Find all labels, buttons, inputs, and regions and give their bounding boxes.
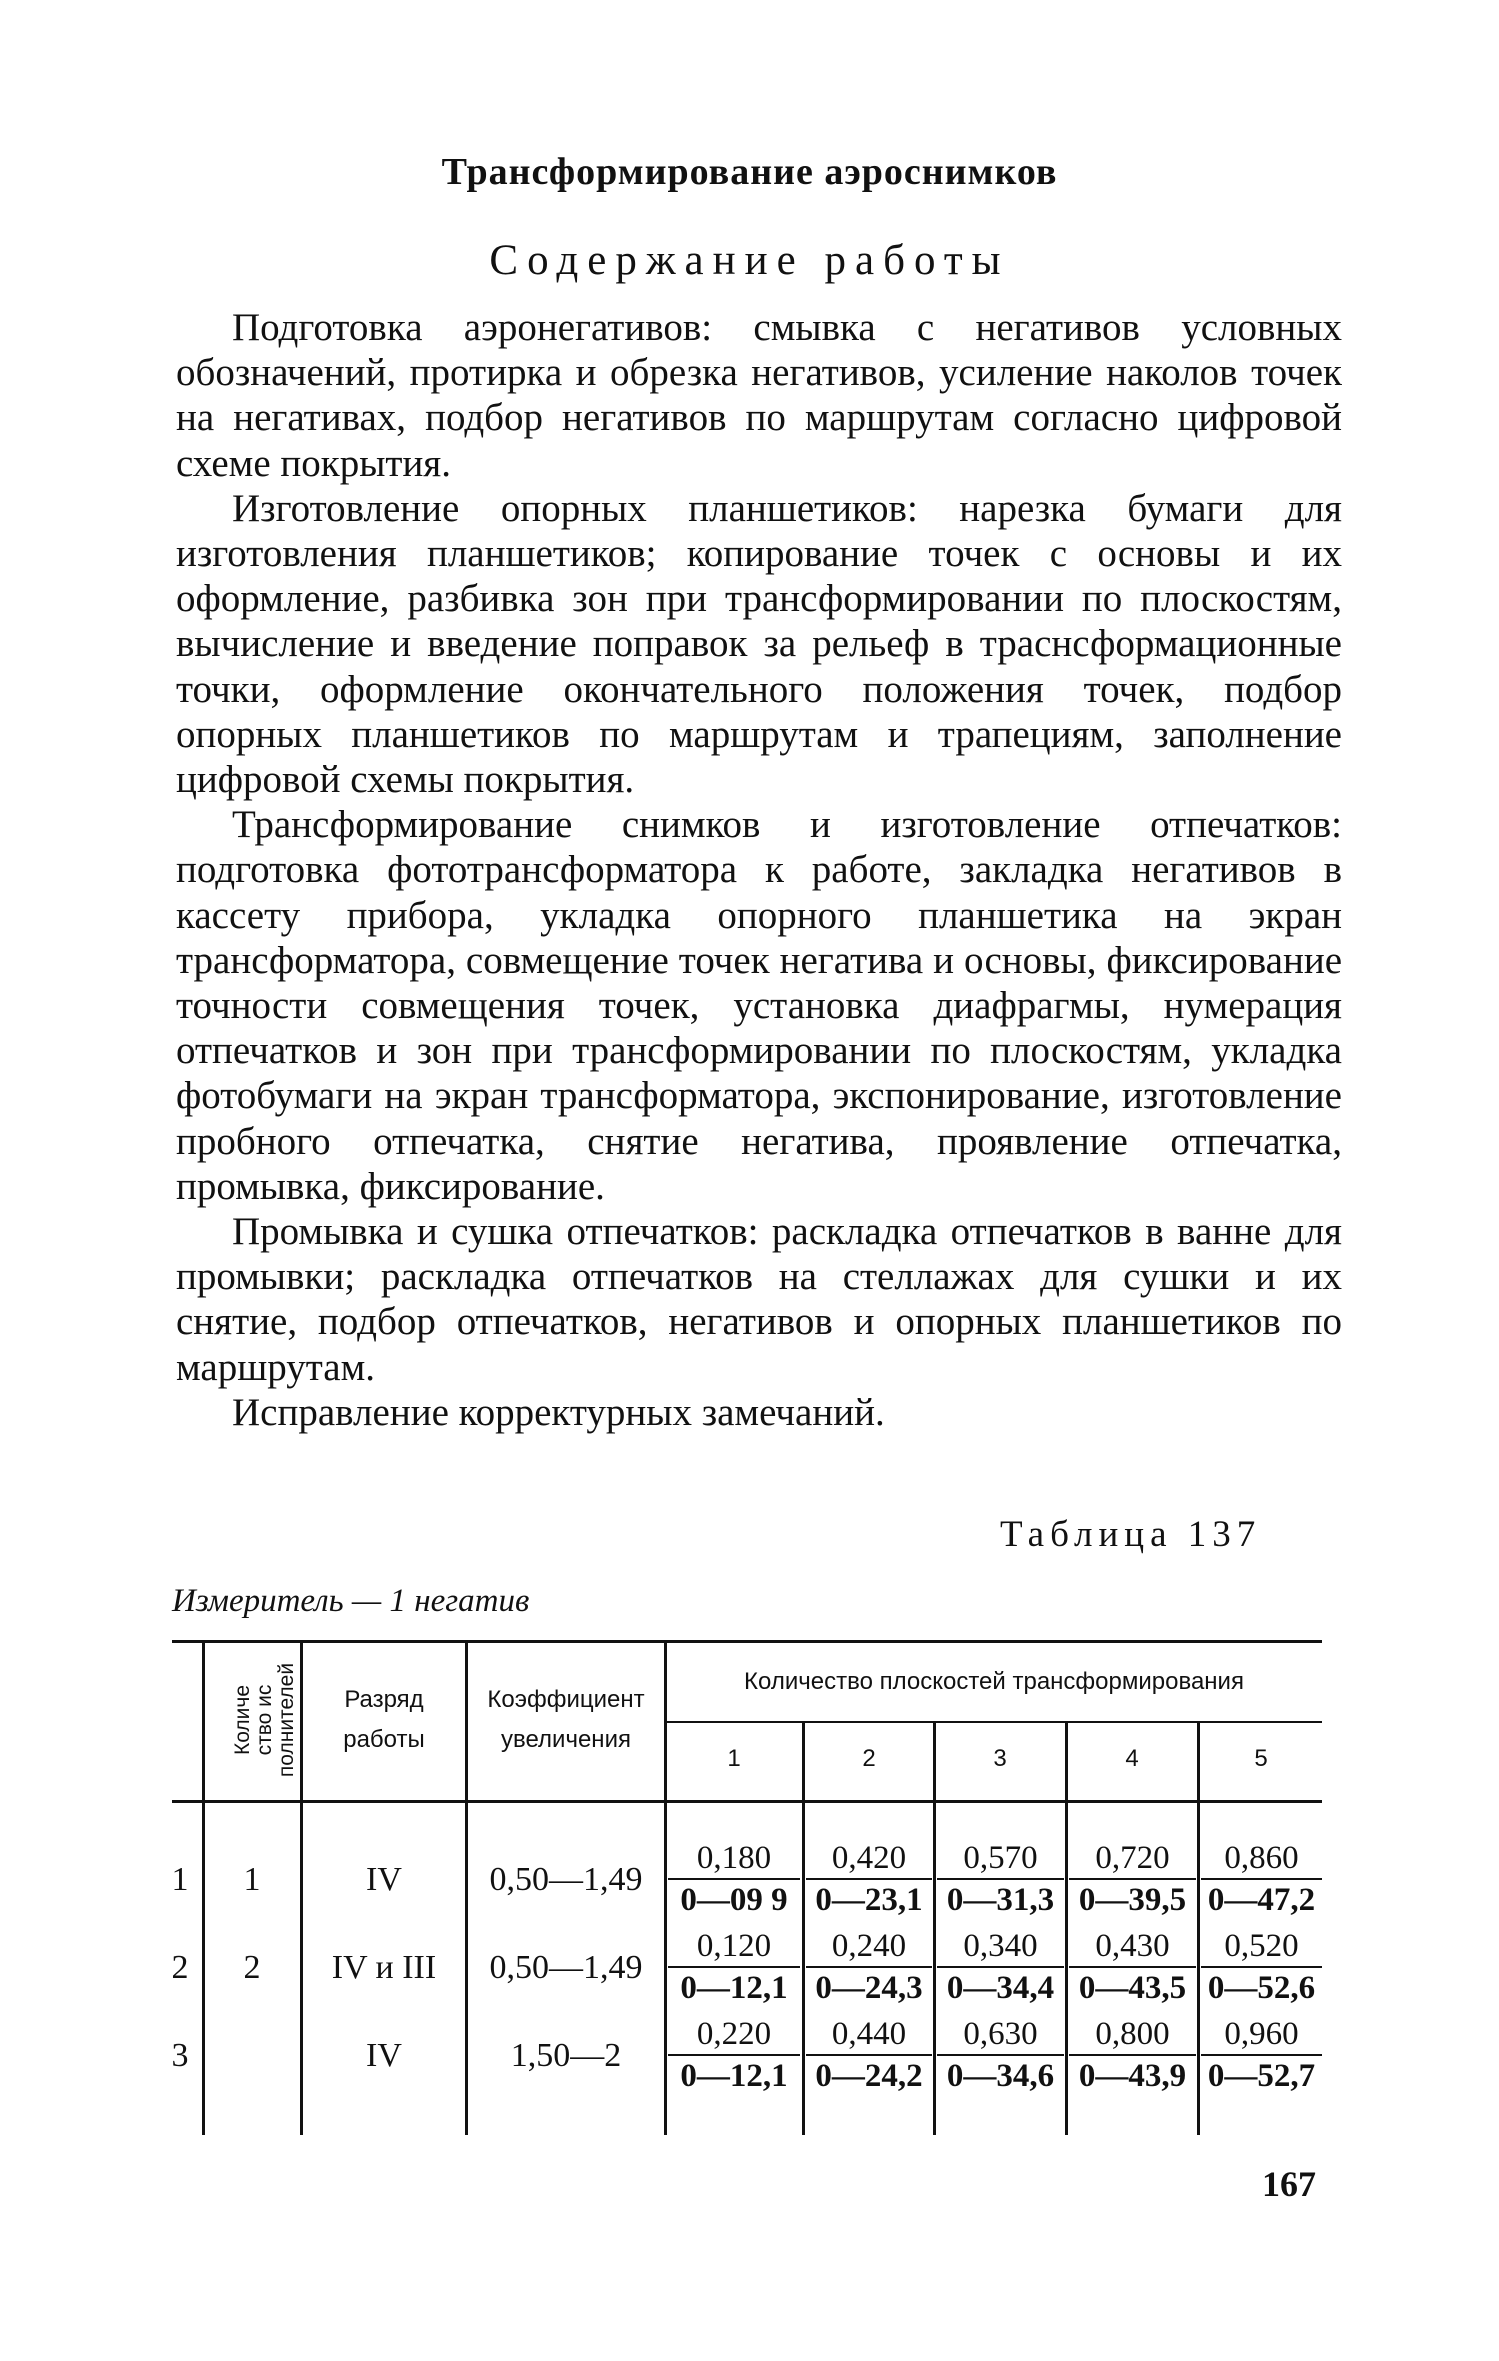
rate-range: 0—34,6 — [946, 2058, 1055, 2094]
work-grade: IV и III — [331, 1949, 437, 1986]
norm-value — [806, 1926, 932, 2008]
executors-count: 1 — [243, 1861, 261, 1898]
header-text: Количе — [231, 1684, 254, 1756]
magnification-coefficient: 0,50—1,49 — [489, 1861, 643, 1898]
header-text: Коэффициент — [487, 1686, 645, 1713]
header-text: полнителей — [275, 1662, 298, 1778]
rate-range: 0—39,5 — [1078, 1882, 1187, 1918]
plane-number: 5 — [1254, 1745, 1268, 1772]
norm-value — [806, 1838, 932, 1920]
rate-range: 0—09 9 — [680, 1882, 788, 1918]
norm-value — [1201, 2014, 1322, 2096]
rate-range: 0—23,1 — [815, 1882, 923, 1918]
rate-range: 0—52,7 — [1207, 2058, 1316, 2094]
time-norm: 0,520 — [1201, 1926, 1322, 1968]
norm-value — [1201, 1838, 1322, 1920]
plane-number: 4 — [1125, 1745, 1139, 1772]
header-coefficient — [466, 1680, 666, 1760]
plane-number: 3 — [993, 1745, 1007, 1772]
magnification-coefficient: 0,50—1,49 — [489, 1949, 643, 1986]
norm-value — [937, 2014, 1064, 2096]
time-norm: 0,630 — [937, 2014, 1064, 2056]
time-norm: 0,120 — [668, 1926, 800, 1968]
time-norm: 0,420 — [806, 1838, 932, 1880]
time-norm: 0,430 — [1069, 1926, 1196, 1968]
norm-value — [1201, 1926, 1322, 2008]
paragraph: Подготовка аэронегативов: смывка с негативов условных обозначений, протирка и обрезка негативов, усиление наколов точек на негативах, подбор негативов по маршрутам согласно цифровой схеме покрытия. — [176, 306, 1342, 485]
norm-value — [668, 1838, 800, 1920]
norm-value — [806, 2014, 932, 2096]
header-text: Разряд — [344, 1686, 424, 1713]
rate-range: 0—43,9 — [1078, 2058, 1187, 2094]
norm-value — [937, 1926, 1064, 2008]
paragraph: Изготовление опорных планшетиков: нарезка бумаги для изготовления планшетиков; копирование точек с основы и их оформление, разбивка зон при трансформировании по плоскостям, вычисление и введение поправок за рельеф в траснсформационные точки, оформление окончательного положения точек, подбор опорных планшетиков по маршрутам и трапециям, заполнение цифровой схемы покрытия. — [176, 486, 1342, 802]
header-grade — [303, 1680, 465, 1760]
table-col-rule — [1065, 1721, 1068, 2135]
time-norm: 0,800 — [1069, 2014, 1196, 2056]
row-number: 2 — [171, 1949, 189, 1986]
rate-range: 0—12,1 — [680, 1970, 788, 2006]
table-col-rule — [933, 1721, 936, 2135]
norm-value — [1069, 2014, 1196, 2096]
rate-range: 0—31,3 — [946, 1882, 1055, 1918]
table-top-rule — [172, 1640, 1322, 1643]
plane-number: 1 — [727, 1745, 741, 1772]
plane-number: 2 — [862, 1745, 876, 1772]
header-text: работы — [343, 1726, 425, 1753]
rate-range: 0—43,5 — [1078, 1970, 1187, 2006]
norm-value — [668, 1926, 800, 2008]
work-grade: IV — [366, 1861, 402, 1898]
table-col-rule — [1197, 1721, 1200, 2135]
table-caption: Таблица 137 — [1000, 1514, 1262, 1555]
rate-range: 0—52,6 — [1207, 1970, 1316, 2006]
work-grade: IV — [366, 2037, 402, 2074]
time-norm: 0,570 — [937, 1838, 1064, 1880]
row-number: 3 — [171, 2037, 189, 2074]
paragraph: Промывка и сушка отпечатков: раскладка отпечатков в ванне для промывки; раскладка отпечатков на стеллажах для сушки и их снятие, подбор отпечатков, негативов и опорных планшетиков по маршрутам. — [176, 1210, 1342, 1389]
time-norm: 0,960 — [1201, 2014, 1322, 2056]
magnification-coefficient: 1,50—2 — [510, 2037, 622, 2074]
table-col-rule — [802, 1721, 805, 2135]
time-norm: 0,860 — [1201, 1838, 1322, 1880]
paragraph: Исправление корректурных замечаний. — [232, 1390, 885, 1434]
section-title: Трансформирование аэроснимков — [441, 151, 1058, 193]
time-norm: 0,240 — [806, 1926, 932, 1968]
header-planes: Количество плоскостей трансформирования — [744, 1668, 1244, 1695]
time-norm: 0,720 — [1069, 1838, 1196, 1880]
table-measure-unit: Измеритель — 1 негатив — [172, 1583, 530, 1619]
header-bottom-rule — [172, 1800, 1322, 1803]
rate-range: 0—24,2 — [815, 2058, 923, 2094]
row-number: 1 — [171, 1861, 189, 1898]
rate-range: 0—24,3 — [815, 1970, 923, 2006]
header-text: ство ис — [253, 1684, 276, 1756]
executors-count: 2 — [243, 1949, 261, 1986]
norm-value — [937, 1838, 1064, 1920]
norm-value — [1069, 1926, 1196, 2008]
norm-value — [668, 2014, 800, 2096]
header-text: увеличения — [501, 1726, 631, 1753]
time-norm: 0,220 — [668, 2014, 800, 2056]
page-number: 167 — [1262, 2164, 1316, 2204]
time-norm: 0,180 — [668, 1838, 800, 1880]
norm-value — [1069, 1838, 1196, 1920]
paragraph: Трансформирование снимков и изготовление отпечатков: подготовка фототрансформатора к работе, закладка негативов в кассету прибора, укладка опорного планшетика на экран трансформатора, совмещение точек негатива и основы, фиксирование точности совмещения точек, установка диафрагмы, нумерация отпечатков и зон при трансформировании по плоскостям, укладка фотобумаги на экран трансформатора, экспонирование, изготовление пробного отпечатка, снятие негатива, проявление отпечатка, промывка, фиксирование. — [176, 803, 1342, 1208]
body-text — [176, 305, 1342, 1435]
time-norm: 0,440 — [806, 2014, 932, 2056]
rate-range: 0—12,1 — [680, 2058, 788, 2094]
time-norm: 0,340 — [937, 1926, 1064, 1968]
rate-range: 0—34,4 — [946, 1970, 1055, 2006]
subsection-title: Содержание работы — [489, 237, 1010, 284]
planes-header-rule — [664, 1721, 1322, 1723]
rate-range: 0—47,2 — [1207, 1882, 1316, 1918]
